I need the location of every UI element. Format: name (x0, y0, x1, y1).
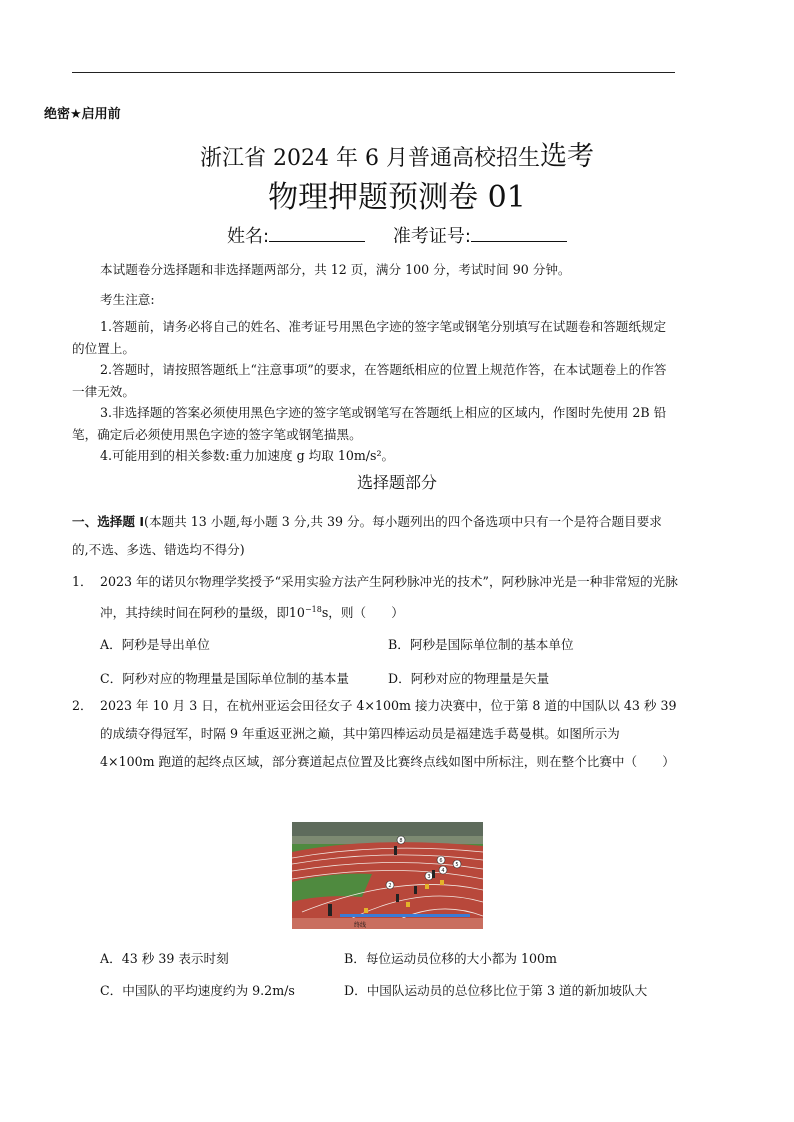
question-2 (72, 692, 678, 776)
option-d[interactable]: D．中国队运动员的总位移比位于第 3 道的新加坡队大 (344, 983, 648, 998)
id-blank[interactable] (471, 225, 567, 242)
lane-label: 2 (388, 883, 392, 889)
question-text: 2023 年的诺贝尔物理学奖授予“采用实验方法产生阿秒脉冲光的技术”，阿秒脉冲光是一种非常短的光脉冲，其持续时间在阿秒的量级，即10 (100, 574, 678, 620)
option-a[interactable]: A．阿秒是导出单位 (100, 637, 210, 652)
question-number: 1． (72, 574, 93, 589)
confidential-label: 绝密★启用前 (44, 107, 121, 122)
question-number: 2． (72, 698, 93, 713)
option-a[interactable]: A．43 秒 39 表示时刻 (100, 951, 229, 966)
id-label: 准考证号: (392, 226, 471, 247)
name-label: 姓名: (227, 226, 270, 247)
exam-intro: 本试题卷分选择题和非选择题两部分，共 12 页，满分 100 分，考试时间 90 分钟。 (100, 262, 571, 277)
notice-item: 3.非选择题的答案必须使用黑色字迹的签字笔或钢笔写在答题纸上相应的区域内，作图时先使用 2B 铅笔，确定后必须使用黑色字迹的签字笔或钢笔描黑。 (72, 405, 667, 442)
notice-heading: 考生注意: (100, 292, 155, 307)
exponent: −18 (304, 605, 322, 614)
name-blank[interactable] (269, 225, 365, 242)
lane-label: 5 (455, 862, 459, 868)
question-text: 2023 年 10 月 3 日，在杭州亚运会田径女子 4×100m 接力决赛中，位于第 8 道的中国队以 43 秒 39 的成绩夺得冠军，时隔 9 年重返亚洲之巅，其中第四棒运动员是福建选手葛曼棋。如图所示为 4×100m 跑道的起终点区域，部分赛道起点位置及比赛终点线如图中所标注，则在整个比赛中（ ） (100, 698, 677, 769)
candidate-info (0, 222, 794, 248)
option-c[interactable]: C．阿秒对应的物理量是国际单位制的基本量 (100, 671, 349, 686)
section-title: 选择题部分 (356, 473, 437, 492)
lane-label: 3 (427, 874, 431, 880)
finish-line-label: 终线 (354, 922, 367, 929)
lane-label: 6 (439, 858, 443, 864)
part-label: 一、选择题 I (72, 514, 145, 529)
lane-label: 4 (441, 868, 445, 874)
notice-item: 2.答题时，请按照答题纸上“注意事项”的要求，在答题纸相应的位置上规范作答，在本试题卷上的作答一律无效。 (72, 362, 667, 399)
option-d[interactable]: D．阿秒对应的物理量是矢量 (388, 671, 550, 686)
part-heading (72, 508, 678, 564)
exam-title-prefix: 浙江省 2024 年 6 月普通高校招生 (200, 146, 540, 171)
exam-subtitle: 物理押题预测卷 01 (268, 180, 526, 215)
option-b[interactable]: B．阿秒是国际单位制的基本单位 (388, 637, 574, 652)
question-text-end: s，则（ ） (321, 605, 404, 620)
exam-title-suffix: 选考 (539, 141, 594, 172)
exam-title (0, 134, 794, 173)
question-1 (72, 568, 678, 686)
option-b[interactable]: B．每位运动员位移的大小都为 100m (344, 951, 557, 966)
track-photo (292, 822, 483, 929)
part-description: (本题共 13 小题,每小题 3 分,共 39 分。每小题列出的四个备选项中只有一个是符合题目要求的,不选、多选、错选均不得分) (72, 514, 662, 557)
notice-list (72, 316, 678, 467)
option-c[interactable]: C．中国队的平均速度约为 9.2m/s (100, 983, 295, 998)
header-rule (72, 72, 675, 73)
lane-label: 8 (399, 838, 403, 844)
notice-item: 4.可能用到的相关参数:重力加速度 g 均取 10m/s²。 (100, 448, 395, 463)
notice-item: 1.答题前，请务必将自己的姓名、准考证号用黑色字迹的签字笔或钢笔分别填写在试题卷和答题纸规定的位置上。 (72, 319, 667, 356)
